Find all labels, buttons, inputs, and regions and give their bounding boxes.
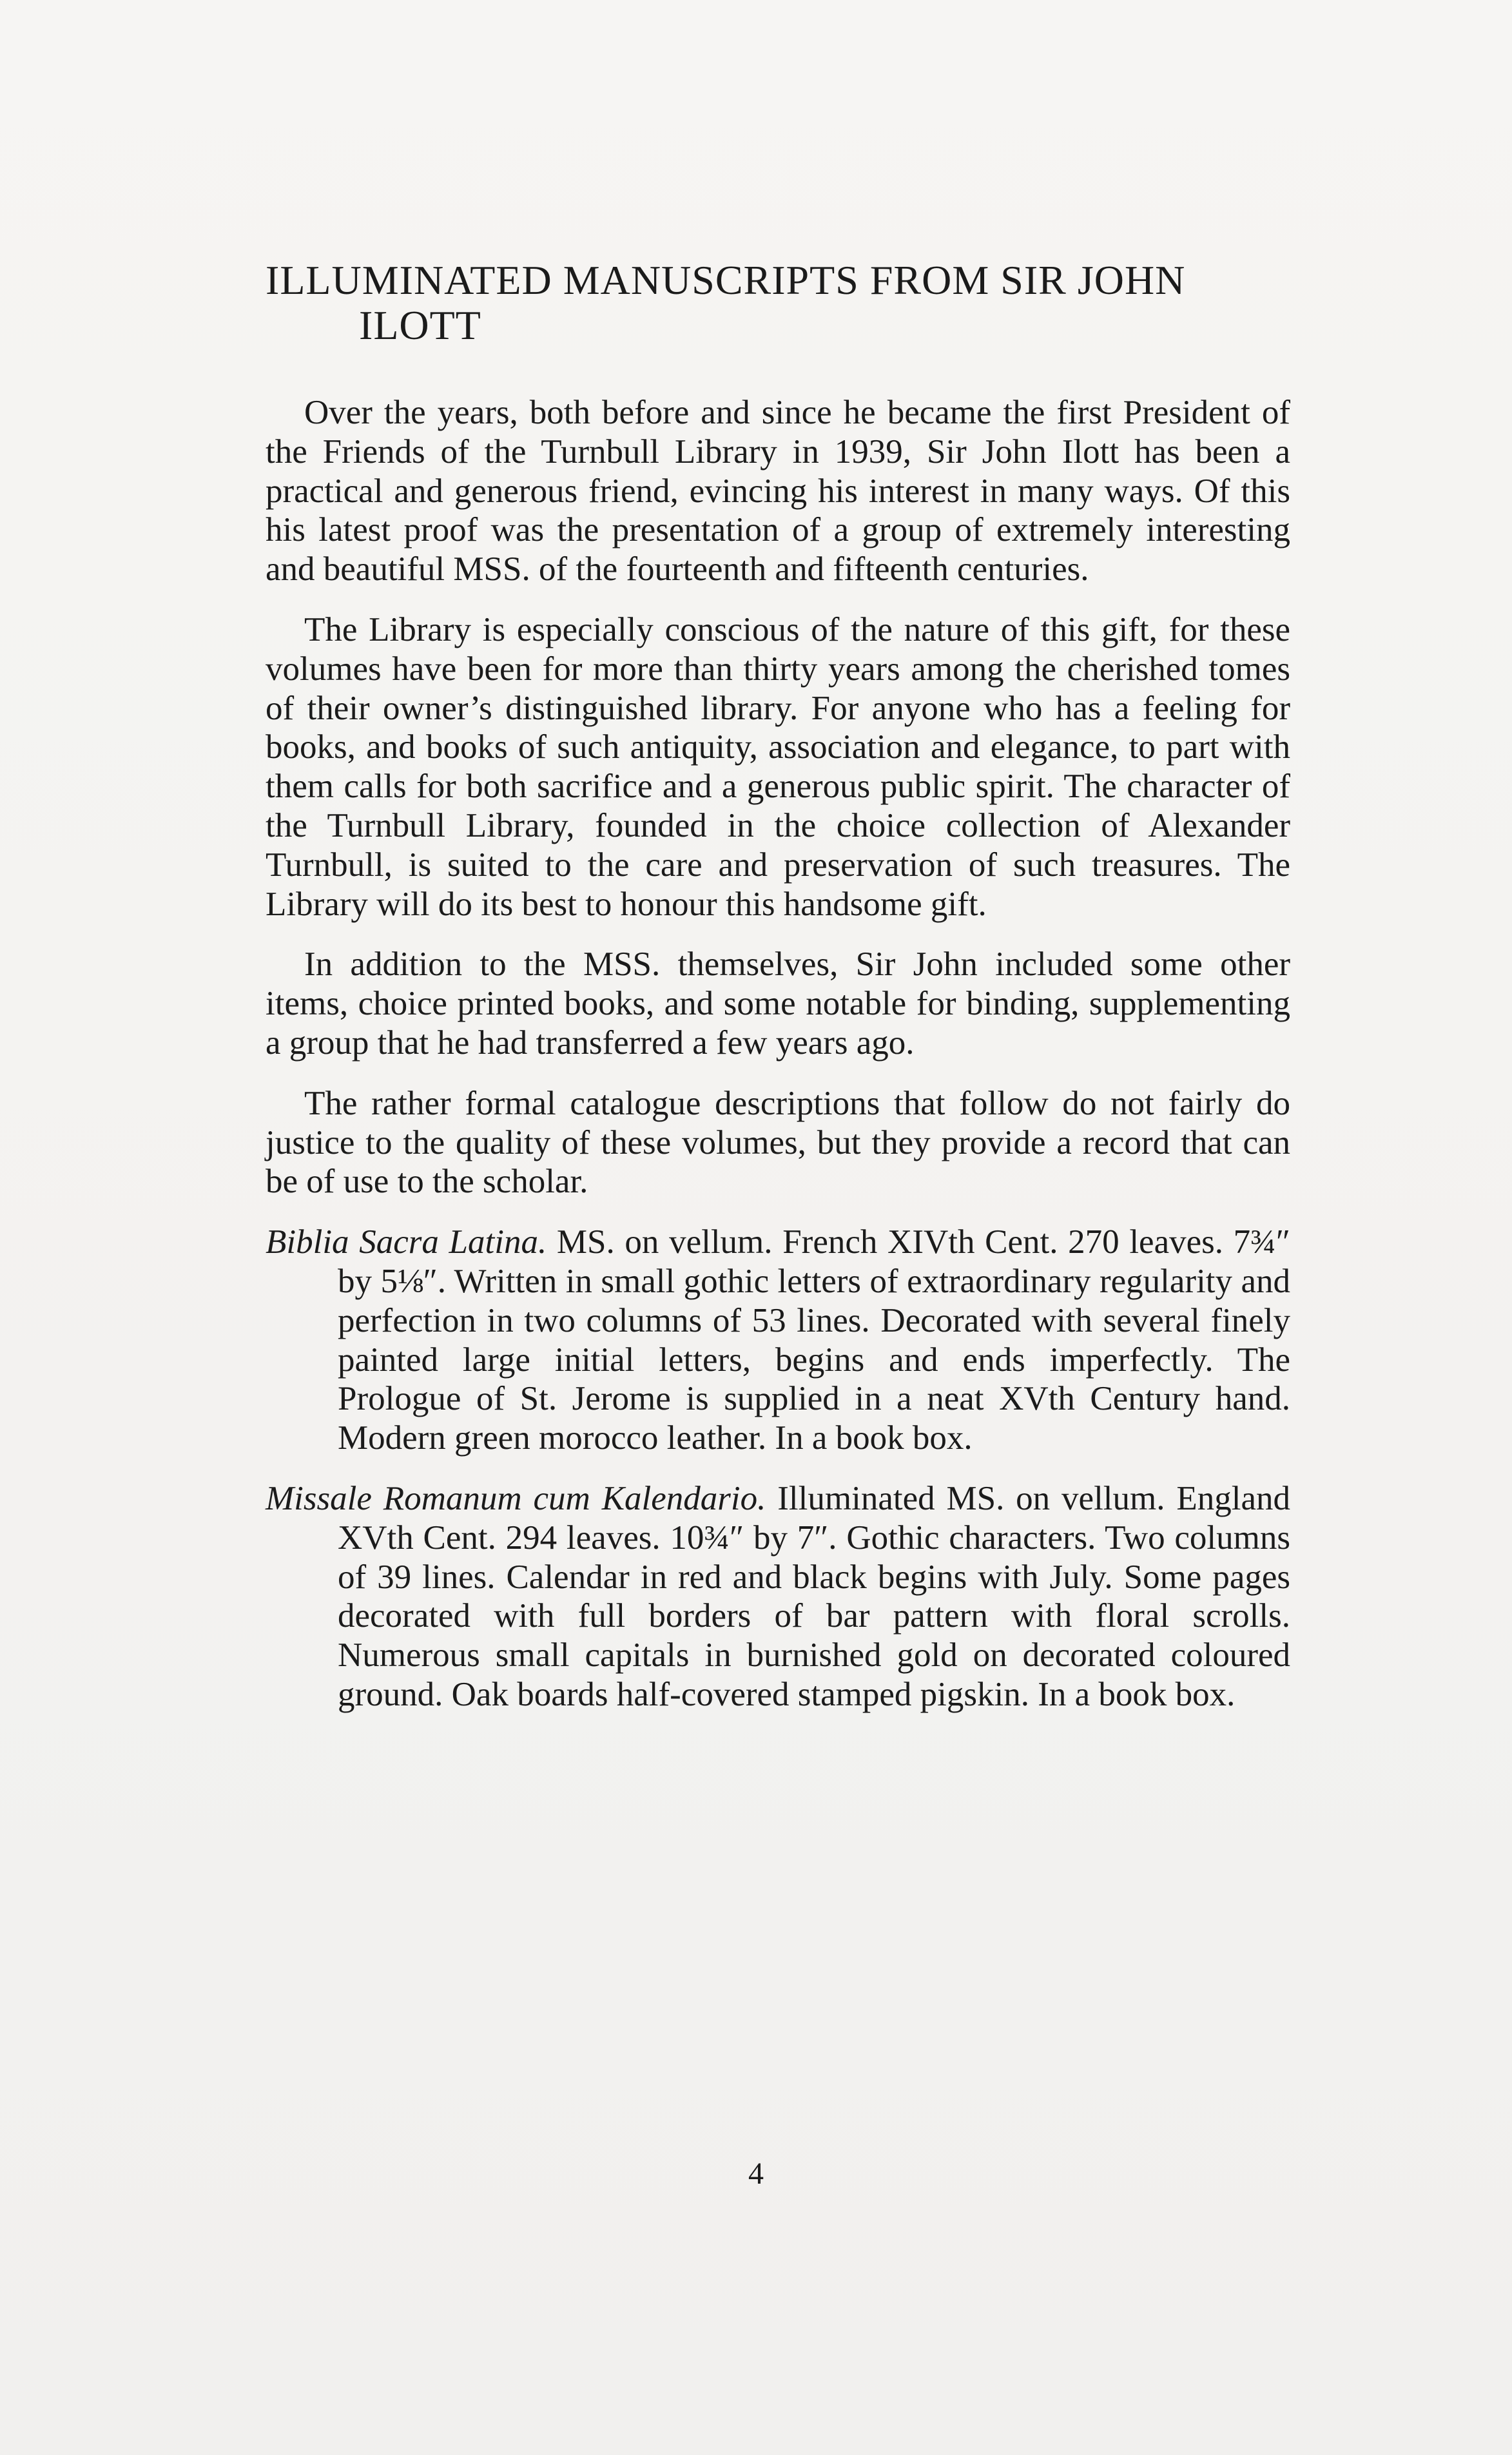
text-column (266, 258, 1290, 1736)
catalogue-entry-text: MS. on vellum. French XIVth Cent. 270 leaves. 7¾″ by 5⅛″. Written in small gothic letters of extraordinary regularity and perfection in two columns of 53 lines. Decorated with several finely painted large initial letters, begins and ends imperfectly. The Prologue of St. Jerome is supplied in a neat XVth Century hand. Modern green morocco leather. In a book box. (338, 1223, 1290, 1457)
paragraph: The Library is especially conscious of the nature of this gift, for these volumes have been for more than thirty years among the cherished tomes of their owner’s distinguished library. For anyone who has a feeling for books, and books of such antiquity, association and elegance, to part with them calls for both sacrifice and a generous public spirit. The character of the Turnbull Library, founded in the choice collection of Alexander Turnbull, is suited to the care and preservation of such treasures. The Library will do its best to honour this handsome gift. (266, 610, 1290, 923)
catalogue-entry (266, 1223, 1290, 1458)
catalogue-entry-text: Illuminated MS. on vellum. England XVth Cent. 294 leaves. 10¾″ by 7″. Gothic characters. Two columns of 39 lines. Calendar in red and black begins with July. Some pages decorated with full borders of bar pattern with floral scrolls. Numerous small capitals in burnished gold on decorated coloured ground. Oak boards half-covered stamped pigskin. In a book box. (338, 1479, 1290, 1713)
catalogue-entry (266, 1479, 1290, 1714)
catalogue-entry-title: Biblia Sacra Latina. (266, 1223, 547, 1261)
article-title: ILLUMINATED MANUSCRIPTS FROM SIR JOHN ILOTT (266, 257, 1186, 348)
catalogue-entry-title: Missale Romanum cum Kalendario. (266, 1479, 766, 1517)
paragraph: The rather formal catalogue descriptions that follow do not fairly do justice to the quality of these volumes, but they provide a record that can be of use to the scholar. (266, 1084, 1290, 1201)
page-number: 4 (748, 2157, 764, 2191)
paragraph: In addition to the MSS. themselves, Sir John included some other items, choice printed books, and some notable for binding, supplementing a group that he had transferred a few years ago. (266, 946, 1290, 1062)
paragraph: Over the years, both before and since he became the first President of the Friends of the Turnbull Library in 1939, Sir John Ilott has been a practical and generous friend, evincing his interest in many ways. Of this his latest proof was the presentation of a group of extremely interesting and beautiful MSS. of the fourteenth and fifteenth centuries. (266, 394, 1290, 588)
